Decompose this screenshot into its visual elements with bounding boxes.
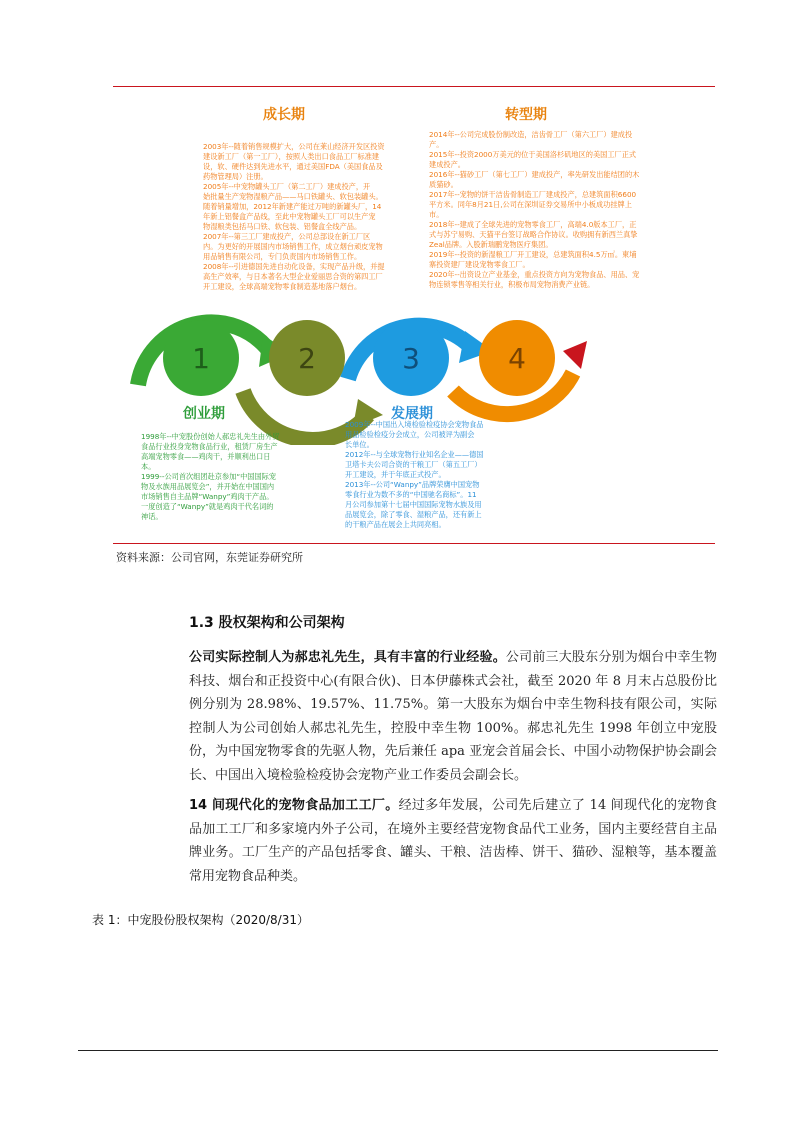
- growth-phase-line: 随着销量增加，2012年新建产能过万吨的新罐头厂，14: [203, 202, 382, 211]
- growth-phase-line: 始批量生产宠物湿粮产品——马口铁罐头、软包装罐头。: [203, 192, 383, 201]
- table-caption: 表 1：中宠股份股权架构（2020/8/31）: [92, 913, 309, 927]
- development-phase-title: 发展期: [391, 406, 433, 422]
- stage-2-number: 2: [298, 342, 316, 375]
- growth-phase-line: 用品销售有限公司，专门负责国内市场销售工作。: [203, 252, 362, 261]
- transition-phase-line: 2020年--出资设立产业基金，重点投资方向为宠物食品、用品、宠: [429, 270, 640, 279]
- transition-phase-line: 平方米。同年8月21日,公司在深圳证券交易所中小板成功挂牌上: [429, 200, 632, 209]
- growth-phase-line: 开工建设，全球高端宠物零食制造基地落户烟台。: [203, 282, 362, 291]
- development-phase-line: 2013年--公司“Wanpy”品牌荣膺中国宠物: [345, 480, 480, 489]
- transition-phase-line: 2019年--投资的新湿粮工厂开工建设，总建筑面积4.5万㎡。柬埔: [429, 250, 637, 259]
- startup-phase-text: [141, 432, 341, 522]
- growth-phase-text: [203, 142, 425, 292]
- stage-4-arrowhead: [563, 341, 587, 369]
- transition-phase-line: 2018年--建成了全球先进的宠物零食工厂，高端4.0版本工厂，正: [429, 220, 637, 229]
- development-phase-line: 2012年--与全球宠物行业知名企业——德国: [345, 450, 484, 459]
- paragraph-factories-body: 经过多年发展，公司先后建立了 14 间现代化的宠物食品加工工厂和多家境内外子公司，在境外主要经营宠物食品代工业务，国内主要经营自主品牌业务。工厂生产的产品包括零食、罐头、干粮、洁齿棒、饼干、猫砂、湿粮等，基本覆盖常用宠物食品种类。: [189, 798, 717, 884]
- transition-phase-line: 建成投产。: [429, 160, 465, 169]
- top-red-rule: [113, 86, 715, 87]
- transition-phase-line: 物连锁零售等相关行业，积极布局宠物消费产业链。: [429, 280, 595, 289]
- development-phase-line: 2009年--中国出入境检验检疫协会宠物食品: [345, 420, 484, 429]
- company-history-figure: [113, 90, 715, 540]
- growth-phase-line: 高生产效率，与日本著名大型企业爱丽思合资的第四工厂: [203, 272, 383, 281]
- growth-phase-line: 药物管理局）注册。: [203, 172, 268, 181]
- development-phase-line: 用品检验检疫分会成立，公司被评为副会: [345, 430, 475, 439]
- startup-phase-line: 神话。: [141, 512, 163, 521]
- growth-phase-line: 建设新工厂（第一工厂），按照人类出口食品工厂标准建: [203, 152, 380, 161]
- transition-phase-line: Zeal品牌。入股新瑞鹏宠物医疗集团。: [429, 240, 553, 249]
- footer-rule: [78, 1050, 718, 1051]
- transition-phase-line: 2017年--宠物的饼干洁齿骨制造工厂建成投产，总建筑面积6600: [429, 190, 637, 199]
- paragraph-factories-lead: 14 间现代化的宠物食品加工工厂。: [189, 798, 399, 813]
- development-phase-line: 的干粮产品在展会上共同亮相。: [345, 520, 446, 529]
- startup-phase-title: 创业期: [183, 406, 225, 422]
- startup-phase-line: 食品行业投身宠物食品行业，租赁厂房生产: [141, 442, 278, 451]
- paragraph-factories: [189, 794, 717, 888]
- growth-phase-line: 2008年--引进德国先进自动化设备，实现产品升级，并提: [203, 262, 385, 271]
- transition-phase-line: 寨投资建厂建设宠物零食工厂。: [429, 260, 530, 269]
- transition-phase-title: 转型期: [505, 107, 547, 123]
- startup-phase-line: 高端宠物零食——鸡肉干，并顺利出口日: [141, 452, 271, 461]
- figure-source: 资料来源：公司官网，东莞证券研究所: [116, 551, 303, 564]
- paragraph-controller: [189, 646, 717, 787]
- growth-phase-line: 2005年--中宠物罐头工厂（第二工厂）建成投产，开: [203, 182, 371, 191]
- transition-phase-line: 2014年--公司完成股份制改造，洁齿骨工厂（第六工厂）建成投: [429, 130, 633, 139]
- development-phase-line: 长单位。: [345, 440, 374, 449]
- stage-4-number: 4: [508, 342, 526, 375]
- startup-phase-line: 1998年--中宠股份创始人郝忠礼先生由外贸: [141, 432, 280, 441]
- growth-phase-line: 2007年--第三工厂建成投产，公司总部设在新工厂区: [203, 232, 371, 241]
- growth-phase-line: 物湿粮类包括马口铁、软包装、铝餐盒全线产品。: [203, 222, 362, 231]
- development-phase-line: 品展览会，除了零食、湿粮产品，还有新上: [345, 510, 482, 519]
- development-phase-line: 月公司参加第十七届中国国际宠物水族及用: [345, 500, 482, 509]
- transition-phase-line: 2015年--投资2000万美元的位于美国洛杉矶地区的美国工厂正式: [429, 150, 637, 159]
- transition-phase-line: 2016年--猫砂工厂（第七工厂）建成投产，率先研发出能结团的木: [429, 170, 640, 179]
- section-title: 1.3 股权架构和公司架构: [189, 615, 345, 631]
- stage-1-number: 1: [192, 342, 210, 375]
- development-phase-line: 卫塔卡夫公司合资的干粮工厂（第五工厂）: [345, 460, 482, 469]
- startup-phase-line: 物及水族用品展览会”，并开始在中国国内: [141, 482, 275, 491]
- transition-phase-line: 产。: [429, 140, 444, 149]
- development-phase-line: 零食行业为数不多的“中国驰名商标”。11: [345, 490, 477, 499]
- paragraph-controller-body: 公司前三大股东分别为烟台中幸生物科技、烟台和正投资中心(有限合伙)、日本伊藤株式会社，截至 2020 年 8 月末占总股份比例分别为 28.98%、19.57%、11.75%。第一大股东为烟台中幸生物科技有限公司，实际控制人为公司创始人郝忠礼先生，控股中幸生物 100%。郝忠礼先生 1998 年创立中宠股份，为中国宠物零食的先驱人物，先后兼任 apa 亚宠会首届会长、中国小动物保护协会副会长、中国出入境检验检疫协会宠物产业工作委员会副会长。: [189, 650, 717, 783]
- transition-phase-line: 质猫砂。: [429, 180, 458, 189]
- development-phase-line: 开工建设，并于年底正式投产。: [345, 470, 446, 479]
- growth-phase-line: 设，软、硬件达到先进水平，通过美国FDA（美国食品及: [203, 162, 383, 171]
- growth-phase-line: 2003年--随着销售规模扩大，公司在莱山经济开发区投资: [203, 142, 385, 151]
- figure-bottom-red-rule: [113, 543, 715, 544]
- growth-phase-title: 成长期: [263, 107, 305, 123]
- stage-3-number: 3: [402, 342, 420, 375]
- startup-phase-line: 1999--公司首次组团赴京参加“中国国际宠: [141, 472, 277, 481]
- startup-phase-line: 本。: [141, 462, 156, 471]
- growth-phase-line: 内。为更好的开展国内市场销售工作，成立烟台顽皮宠物: [203, 242, 383, 251]
- startup-phase-line: 一度创造了“Wanpy”就是鸡肉干代名词的: [141, 502, 274, 511]
- paragraph-controller-lead: 公司实际控制人为郝忠礼先生，具有丰富的行业经验。: [189, 650, 506, 665]
- development-phase-text: [345, 420, 555, 530]
- startup-phase-line: 市场销售自主品牌“Wanpy”鸡肉干产品。: [141, 492, 274, 501]
- transition-phase-text: [429, 130, 691, 290]
- transition-phase-line: 式与苏宁易购、天猫平台签订战略合作协议。收购拥有新西兰真挚: [429, 230, 638, 239]
- growth-phase-line: 年新上铝餐盒产品线，至此中宠物罐头工厂可以生产宠: [203, 212, 376, 221]
- transition-phase-line: 市。: [429, 210, 444, 219]
